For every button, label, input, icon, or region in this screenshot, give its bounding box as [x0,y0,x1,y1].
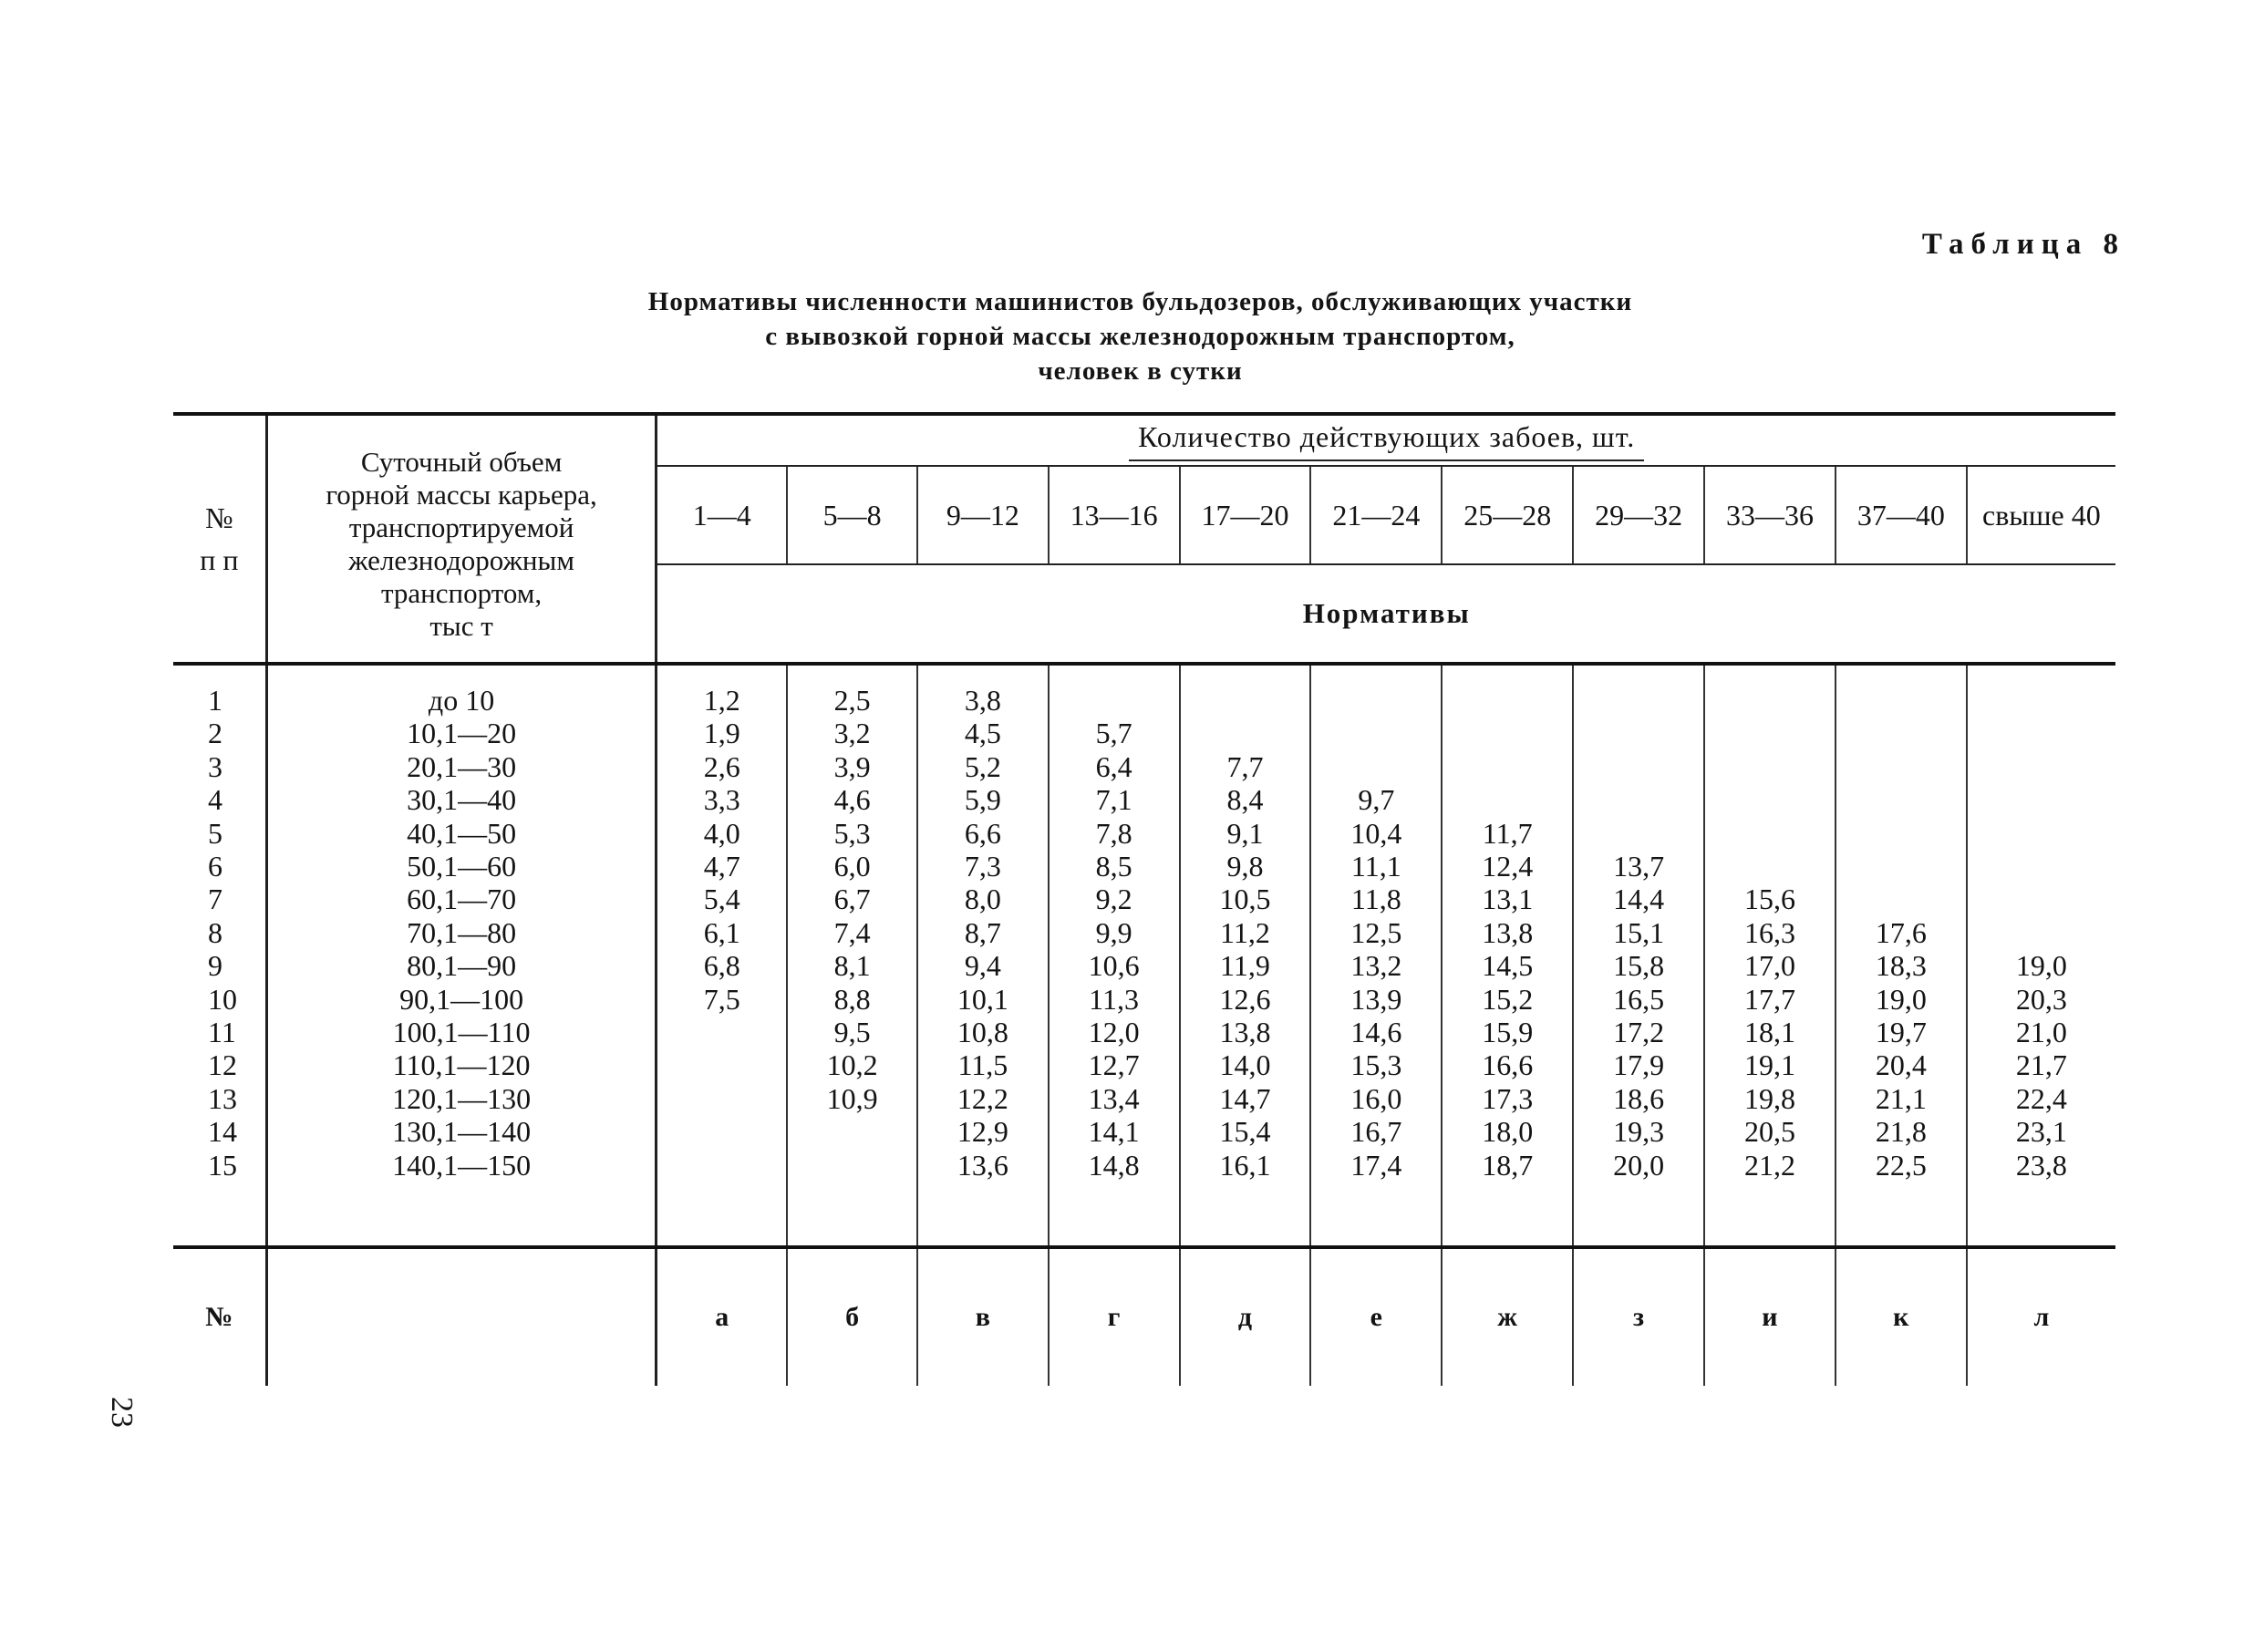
table-cell: 8,1 [833,949,871,983]
table-cell [1968,850,2115,883]
table-cell: 21,7 [2015,1048,2067,1082]
table-cell: 19,0 [1875,982,1927,1016]
table-cell: 12,9 [957,1115,1008,1149]
table-cell: 16,1 [1219,1148,1271,1182]
range-13-16: 13—16 [1049,466,1180,564]
footer-letter: л [1967,1247,2115,1386]
table-cell: 18,7 [1482,1148,1534,1182]
table-cell: 6,7 [833,883,871,916]
table-cell: 15,4 [1219,1115,1271,1149]
table-cell [1311,717,1441,749]
range-21-24: 21—24 [1310,466,1442,564]
table-cell: 4,7 [703,850,740,883]
norm-column-e [1310,664,1442,1247]
table-cell [1705,783,1835,816]
table-cell: 6,0 [833,850,871,883]
table-cell: 14,7 [1219,1081,1271,1115]
table-cell: 16,6 [1482,1048,1534,1082]
table-cell: 4,5 [964,717,1001,750]
table-cell: 5,9 [964,783,1001,817]
table-cell [1836,817,1966,850]
table-cell: 140,1—150 [392,1148,532,1182]
table-cell: 8,4 [1226,783,1264,817]
table-cell: 23,1 [2015,1115,2067,1149]
table-cell: 9,9 [1095,915,1132,949]
page-number: 23 [105,1397,139,1428]
table-cell: 14,1 [1088,1115,1140,1149]
table-cell: 1,2 [703,684,740,717]
table-cell: 20,4 [1875,1048,1927,1082]
table-cell [1311,684,1441,717]
table-cell [1181,717,1310,749]
table-cell: 14 [208,1115,237,1149]
norm-column-b [787,664,917,1247]
table-cell: 21,1 [1875,1081,1927,1115]
table-cell: 18,6 [1613,1081,1665,1115]
table-cell: 22,5 [1875,1148,1927,1182]
range-1-4: 1—4 [657,466,787,564]
table-cell: 13,7 [1613,850,1665,883]
table-cell: 21,0 [2015,1016,2067,1049]
table-cell: 14,8 [1088,1148,1140,1182]
table-cell: 19,7 [1875,1016,1927,1049]
table-cell: 10 [208,982,237,1016]
table-cell: 9 [208,949,222,983]
table-cell: 23,8 [2015,1148,2067,1182]
table-cell [657,1115,786,1148]
table-cell: 17,6 [1875,915,1927,949]
table-cell: 11,7 [1482,816,1533,850]
table-cell: 20,3 [2015,982,2067,1016]
table-cell: 11,3 [1089,982,1139,1016]
table-cell [1968,883,2115,915]
table-cell: 10,2 [826,1048,878,1082]
table-cell [1574,750,1703,783]
table-cell: 9,8 [1226,850,1264,883]
table-cell [1311,750,1441,783]
footer-letter: б [787,1247,917,1386]
table-cell [1574,817,1703,850]
table-cell: 12,5 [1350,915,1402,949]
norm-column-a [657,664,787,1247]
range-9-12: 9—12 [917,466,1048,564]
table-cell: 7 [208,883,222,916]
table-cell: 11 [208,1016,236,1049]
table-cell [1574,684,1703,717]
table-cell: 4,6 [833,783,871,817]
table-cell: 9,2 [1095,883,1132,916]
footer-letter: г [1049,1247,1180,1386]
table-cell [788,1115,916,1148]
footer-letter: к [1836,1247,1967,1386]
table-cell: 13,8 [1482,915,1534,949]
table-cell: 10,1 [957,982,1008,1016]
table-cell [1836,684,1966,717]
table-cell: 9,7 [1358,783,1395,817]
header-number: № п п [173,414,266,664]
table-cell [1968,783,2115,816]
table-cell: 120,1—130 [392,1081,532,1115]
norm-column-z [1573,664,1704,1247]
table-cell: 15,6 [1743,883,1795,916]
range-over-40: свыше 40 [1967,466,2115,564]
table-cell: 12,7 [1088,1048,1140,1082]
table-cell: 6,4 [1095,749,1132,783]
table-cell: 6 [208,850,222,883]
table-cell: 4 [208,783,222,817]
table-cell: 7,5 [703,982,740,1016]
range-25-28: 25—28 [1442,466,1573,564]
table-cell [788,1149,916,1182]
table-cell [1443,750,1572,783]
footer-letter: в [917,1247,1048,1386]
table-cell: 15,3 [1350,1048,1402,1082]
table-cell: 14,6 [1350,1016,1402,1049]
table-cell: 17,0 [1743,949,1795,983]
table-cell: 12,4 [1482,850,1534,883]
footer-letter: з [1573,1247,1704,1386]
range-5-8: 5—8 [787,466,917,564]
table-cell: 19,1 [1743,1048,1795,1082]
table-cell: 17,3 [1482,1081,1534,1115]
table-cell [1705,817,1835,850]
table-cell: 15 [208,1148,237,1182]
table-cell: 10,9 [826,1081,878,1115]
footer-letter: е [1310,1247,1442,1386]
table-cell: 10,5 [1219,883,1271,916]
table-cell: 10,4 [1350,816,1402,850]
table-cell: 1,9 [703,717,740,750]
table-cell: 8,8 [833,982,871,1016]
table-cell [657,1016,786,1048]
table-cell: 11,5 [957,1048,1008,1082]
table-cell: 9,5 [833,1016,871,1049]
table-cell: 17,7 [1743,982,1795,1016]
table-cell: 16,3 [1743,915,1795,949]
table-cell: 8,7 [964,915,1001,949]
table-cell: 8 [208,915,222,949]
table-cell: 6,1 [703,915,740,949]
table-cell: 10,8 [957,1016,1008,1049]
table-cell: 12 [208,1048,237,1082]
table-cell [1181,684,1310,717]
table-cell: 3 [208,749,222,783]
table-cell: 14,4 [1613,883,1665,916]
footer-letter: и [1704,1247,1836,1386]
table-cell [1968,817,2115,850]
table-cell [1574,717,1703,749]
norm-column-zh [1442,664,1573,1247]
table-cell [657,1149,786,1182]
norms-table [173,412,2115,1386]
header-volume: Суточный объем горной массы карьера, транспортируемой железнодорожным транспортом, тыс т [266,414,657,664]
table-cell [1836,783,1966,816]
footer-number: № [173,1247,266,1386]
table-cell [657,1048,786,1081]
table-cell: 30,1—40 [407,783,517,817]
table-cell: 20,1—30 [407,749,517,783]
norm-column-g [1049,664,1180,1247]
table-cell: 11,1 [1350,850,1401,883]
table-cell: до 10 [428,684,495,717]
title-line-3: человек в сутки [1038,356,1243,386]
table-cell: 13,1 [1482,883,1534,916]
table-cell: 16,0 [1350,1081,1402,1115]
table-cell: 13 [208,1081,237,1115]
table-cell [1443,717,1572,749]
table-cell: 80,1—90 [407,949,517,983]
table-cell: 16,7 [1350,1115,1402,1149]
table-cell: 7,4 [833,915,871,949]
table-cell: 4,0 [703,816,740,850]
table-cell: 7,1 [1095,783,1132,817]
table-cell [1705,850,1835,883]
table-cell: 40,1—50 [407,816,517,850]
table-cell: 130,1—140 [392,1115,532,1149]
table-cell [1705,684,1835,717]
table-cell: 10,6 [1088,949,1140,983]
table-cell [657,1082,786,1115]
table-cell: 19,3 [1613,1115,1665,1149]
table-cell: 18,1 [1743,1016,1795,1049]
volumes-column [266,664,657,1247]
table-cell: 21,2 [1743,1148,1795,1182]
row-numbers-column [173,664,266,1247]
range-29-32: 29—32 [1573,466,1704,564]
table-cell [1968,750,2115,783]
table-cell: 19,8 [1743,1081,1795,1115]
table-cell: 3,8 [964,684,1001,717]
table-cell [1836,717,1966,749]
table-cell: 19,0 [2015,949,2067,983]
footer-letter: ж [1442,1247,1573,1386]
table-cell: 5,3 [833,816,871,850]
table-cell: 5,4 [703,883,740,916]
table-cell [1968,717,2115,749]
table-cell: 100,1—110 [392,1016,531,1049]
table-cell: 3,3 [703,783,740,817]
table-cell: 12,2 [957,1081,1008,1115]
table-cell [1705,717,1835,749]
table-cell: 15,9 [1482,1016,1534,1049]
footer-volume-empty [266,1247,657,1386]
range-17-20: 17—20 [1180,466,1311,564]
table-cell: 11,9 [1220,949,1270,983]
table-cell: 7,3 [964,850,1001,883]
table-cell: 11,8 [1350,883,1401,916]
table-cell: 15,1 [1613,915,1665,949]
table-cell: 110,1—120 [392,1048,531,1082]
table-cell [1574,783,1703,816]
table-cell: 13,8 [1219,1016,1271,1049]
range-37-40: 37—40 [1836,466,1967,564]
table-cell: 9,1 [1226,816,1264,850]
table-cell [1050,684,1179,717]
table-cell: 17,9 [1613,1048,1665,1082]
table-cell [1443,783,1572,816]
table-cell [1836,750,1966,783]
table-cell: 6,8 [703,949,740,983]
table-cell: 10,1—20 [407,717,517,750]
title-line-2: с вывозкой горной массы железнодорожным транспортом, [765,322,1515,351]
table-cell: 8,0 [964,883,1001,916]
table-cell: 1 [208,684,222,717]
norm-column-i [1704,664,1836,1247]
table-cell: 20,5 [1743,1115,1795,1149]
table-cell: 16,5 [1613,982,1665,1016]
title-line-1: Нормативы численности машинистов бульдозеров, обслуживающих участки [647,287,1633,316]
table-cell: 5 [208,816,222,850]
table-cell: 14,0 [1219,1048,1271,1082]
table-cell: 17,4 [1350,1148,1402,1182]
table-cell [1443,684,1572,717]
norm-column-d [1180,664,1311,1247]
table-cell: 12,0 [1088,1016,1140,1049]
table-cell: 2,5 [833,684,871,717]
table-label: Таблица 8 [1921,228,2125,261]
table-cell [1968,684,2115,717]
table-cell: 13,6 [957,1148,1008,1182]
table-cell: 7,7 [1226,749,1264,783]
table-cell: 22,4 [2015,1081,2067,1115]
table-title [0,284,2244,388]
footer-letter: д [1180,1247,1311,1386]
norm-column-l [1967,664,2115,1247]
table-cell: 13,4 [1088,1081,1140,1115]
table-cell: 20,0 [1613,1148,1665,1182]
norm-column-v [917,664,1048,1247]
table-cell: 6,6 [964,816,1001,850]
footer-letter: а [657,1247,787,1386]
table-cell [1968,916,2115,949]
table-cell: 90,1—100 [399,982,524,1016]
table-cell: 18,3 [1875,949,1927,983]
table-cell: 8,5 [1095,850,1132,883]
table-cell: 5,7 [1095,717,1132,750]
norm-column-k [1836,664,1967,1247]
table-cell [1836,850,1966,883]
table-cell: 12,6 [1219,982,1271,1016]
table-cell: 17,2 [1613,1016,1665,1049]
table-cell [1836,883,1966,915]
table-cell [1705,750,1835,783]
table-cell: 15,2 [1482,982,1534,1016]
table-cell: 50,1—60 [407,850,517,883]
table-cell: 7,8 [1095,816,1132,850]
table-cell: 2 [208,717,222,750]
table-cell: 18,0 [1482,1115,1534,1149]
footer-letters-row [173,1247,2115,1386]
table-body-row [173,664,2115,1247]
table-cell: 11,2 [1220,915,1270,949]
table-cell: 21,8 [1875,1115,1927,1149]
table-cell: 70,1—80 [407,915,517,949]
header-faces-group: Количество действующих забоев, шт. [657,414,2115,466]
table-cell: 5,2 [964,749,1001,783]
table-cell: 9,4 [964,949,1001,983]
range-33-36: 33—36 [1704,466,1836,564]
table-cell: 13,9 [1350,982,1402,1016]
table-cell: 15,8 [1613,949,1665,983]
table-cell: 14,5 [1482,949,1534,983]
table-cell: 13,2 [1350,949,1402,983]
header-norms: Нормативы [657,564,2115,664]
table-cell: 3,9 [833,749,871,783]
table-cell: 3,2 [833,717,871,750]
table-cell: 60,1—70 [407,883,517,916]
table-cell: 2,6 [703,749,740,783]
